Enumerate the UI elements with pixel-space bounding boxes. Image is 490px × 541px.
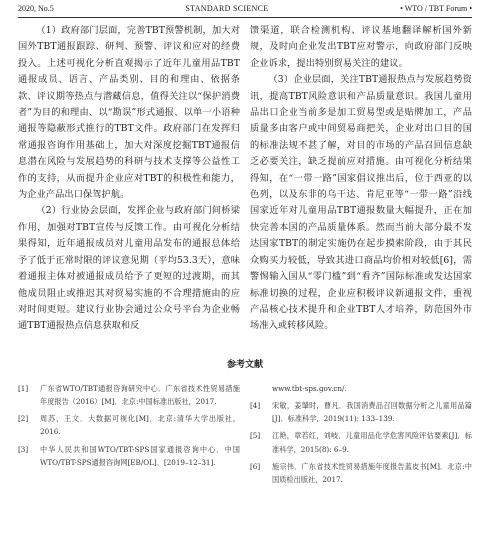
reference-number: [4] (250, 400, 261, 410)
reference-number: [5] (250, 431, 261, 441)
reference-text: 宋敏，姜肇时，曹凡．我国消费品召回数据分析之儿童用品篇[J]．标准科学，2019(11): 133–139. (272, 400, 472, 424)
reference-number: [6] (250, 461, 261, 471)
reference-text: 施宗伟．广东省技术性贸易措施年度报告蓝皮书[M]．北京:中国质检出版社，2017. (272, 461, 472, 484)
left-column (18, 23, 240, 335)
reference-item (18, 382, 240, 408)
reference-item (250, 429, 472, 455)
references-left-column (18, 382, 240, 490)
paragraph-industry-association: （2）行业协会层面，发挥企业与政府部门间桥梁作用，加强对TBT宣传与反馈工作。由可视化分析结果得知，近年通报成员对儿童用品发布的通报总体给予了低于正常时限的评议意见期（平均53.3天），意味着通报主体对被通报成员给予了更短的过渡期，而其他成员阻止或推迟其对贸易实施的不合理措施由的应对时间更短。建议行业协会通过公众号平台为企业畅通TBT通报热点信息获取和反 (18, 205, 240, 332)
references-list (18, 382, 472, 490)
reference-item (250, 399, 472, 425)
reference-item (18, 443, 240, 469)
header-issue: 2020, No.5 (18, 4, 54, 13)
header-section: • WTO / TBT Forum • (400, 4, 472, 13)
reference-text: www.tbt-sps.gov.cn/. (272, 383, 347, 393)
header-journal-name: STANDARD SCIENCE (185, 4, 269, 13)
reference-item (18, 412, 240, 438)
running-header (18, 4, 472, 18)
paragraph-government: （1）政府部门层面，完善TBT预警机制，加大对国外TBT通报跟踪、研判、预警、评议和应对的经费投入。上述可视化分析直观揭示了近年儿童用品TBT通报成员、语言、产品类别、目的和理由、依据条款、评议期等热点与潜藏信息，值得关注以“保护消费者”为目的和理由、以“勘误”形式通报、以单一小语种通报等隐蔽形式推行的TBT文件。政府部门在发挥归常通报咨询作用基础上，加大对深度挖掘TBT通报信息潜在风险与发展趋势的科研与技术支撑等公益性工作的支持，从而提升企业应对TBT的积极性和能力，为企业产品出口保驾护航。 (18, 25, 240, 201)
reference-number: [3] (18, 444, 29, 454)
right-column (250, 23, 472, 335)
reference-number: [2] (18, 414, 29, 424)
paragraph-enterprise: （3）企业层面，关注TBT通报热点与发展趋势资讯，提高TBT风险意识和产品质量意识。我国儿童用品出口企业当前多是加工贸易型或是贴牌加工，产品质量多由客户或中间贸易商把关，企业对出口目的国的标准法规不甚了解，对目的市场的产品召回信息缺乏必要关注，缺乏提前应对措施。由可视化分析结果得知，在“一带一路”国家倡议推出后，位于西亚的以色列，以及东非的乌干达、肯尼亚等“一带一路”沿线国家近年对儿童用品TBT通报数量大幅提升，正在加快完善本国的产品质量体系。然而当前大部分最不发达国家TBT的制定实施仍在起步摸索阶段，由于其民众购买力较低，导致其进口商品均价相对较低[6]，需警惕输入国从“零门槛”到“看齐”国际标准或发达国家标准切换的过程，企业应积极评议新通报文件，重视产品核心技术提升和企业TBT人才培养，防范国外市场准入或转移风险。 (250, 74, 472, 332)
reference-text: 周苏，王文．大数据可视化[M]．北京:清华大学出版社，2016. (40, 414, 240, 437)
paragraph-industry-continued: 馈渠道，联合检测机构、评议基地翻译解析国外新规，及时向企业发出TBT应对警示，向政府部门反映企业诉求，提出特别贸易关注的建议。 (250, 25, 472, 69)
reference-item (250, 460, 472, 486)
body-text (18, 23, 472, 335)
reference-continuation (250, 382, 472, 395)
reference-text: 广东省WTO/TBT通报咨询研究中心．广东省技术性贸易措施年度报告（2016）[M]．北京:中国标准出版社，2017. (40, 383, 240, 406)
reference-number: [1] (18, 383, 29, 393)
reference-text: 中华人民共和国WTO/TBT-SPS国家通报咨询中心．中国WTO/TBT-SPS通报咨询网[EB/OL]．[2019–12–31]. (40, 444, 240, 467)
reference-text: 江艳，章若红，刘岐．儿童用品化学危害风险评估要素[J]．标准科学，2015(8): 6–9. (272, 431, 472, 454)
references-title: 参考文献 (226, 359, 263, 370)
references-right-column (250, 382, 472, 490)
